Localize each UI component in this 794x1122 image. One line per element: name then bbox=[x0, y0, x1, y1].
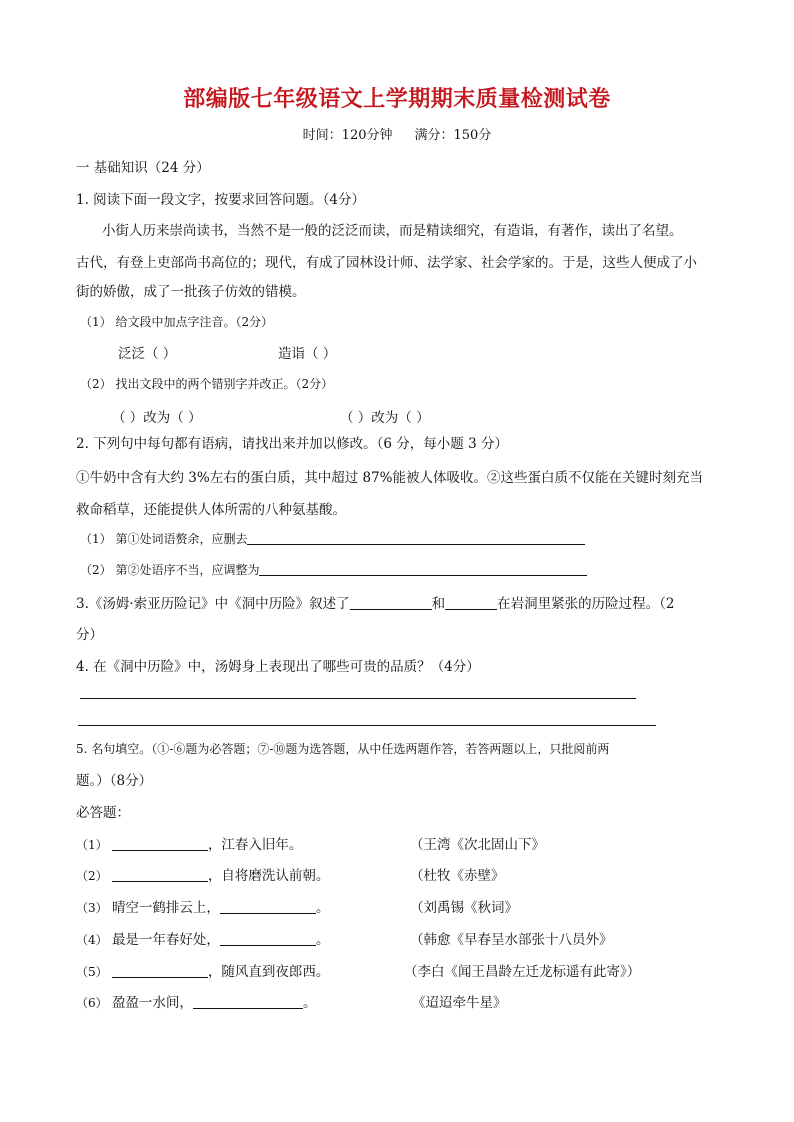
q5-item bbox=[76, 960, 329, 980]
q2-sub2 bbox=[80, 561, 587, 578]
q3-part2: 和 bbox=[431, 596, 446, 612]
q1-fix-a[interactable]: （ ）改为（ ） bbox=[112, 410, 202, 426]
q2-text-line-2: 救命稻草，还能提供人体所需的八种氨基酸。 bbox=[76, 502, 346, 518]
q5-item bbox=[76, 991, 316, 1011]
q5-item-blank[interactable] bbox=[220, 933, 316, 946]
q1-pinyin-b[interactable]: 造诣（ ） bbox=[278, 346, 337, 362]
q2-sub2-answer-line[interactable] bbox=[259, 563, 587, 576]
q5-stem-line-1: 5. 名句填空。（①-⑥题为必答题；⑦-⑩题为选答题，从中任选两题作答，若答两题以上，只批阅前两 bbox=[76, 742, 610, 756]
q5-stem-line-2: 题。）（8分） bbox=[76, 773, 153, 789]
q5-item-source: （韩愈《早春呈水部张十八员外》 bbox=[410, 932, 613, 948]
q1-paragraph-line-1: 小街人历来崇尚读书，当然不是一般的泛泛而读，而是精读细究，有造诣，有著作，读出了名望。 bbox=[102, 223, 683, 239]
q5-item-blank[interactable] bbox=[112, 869, 208, 882]
q5-item-after: 。 bbox=[302, 995, 317, 1011]
q5-item-after: 。 bbox=[315, 900, 330, 916]
q5-item-before: 晴空一鹤排云上， bbox=[111, 900, 220, 916]
q2-sub1-answer-line[interactable] bbox=[247, 532, 585, 545]
q3-line-1 bbox=[76, 592, 675, 612]
q1-paragraph-line-3: 街的娇傲，成了一批孩子仿效的错模。 bbox=[76, 284, 306, 300]
q5-item-after: 。 bbox=[315, 932, 330, 948]
q1-sub2: （2） 找出文段中的两个错别字并改正。（2分） bbox=[80, 377, 334, 391]
q1-pinyin-a[interactable]: 泛泛（ ） bbox=[118, 346, 177, 362]
q1-stem: 1. 阅读下面一段文字，按要求回答问题。（4分） bbox=[76, 192, 366, 208]
q5-item bbox=[76, 896, 329, 916]
q2-stem: 2. 下列句中每句都有语病，请找出来并加以修改。（6 分，每小题 3 分） bbox=[76, 436, 508, 452]
q5-item-num: （3） bbox=[76, 901, 108, 915]
q5-item-num: （5） bbox=[76, 965, 108, 979]
q4-answer-line-1[interactable] bbox=[80, 698, 636, 699]
q3-part3: 在岩洞里紧张的历险过程。（2 bbox=[497, 596, 675, 612]
exam-score: 满分：150分 bbox=[414, 128, 492, 143]
q5-required-label: 必答题： bbox=[76, 805, 130, 821]
exam-info bbox=[0, 124, 794, 143]
section-heading: 一 基础知识（24 分） bbox=[76, 160, 210, 176]
q5-item-before: 盈盈一水间， bbox=[111, 995, 193, 1011]
q5-item-after: ，江春入旧年。 bbox=[207, 837, 303, 853]
q4-answer-line-2[interactable] bbox=[78, 725, 656, 726]
q2-sub2-label: （2） 第②处语序不当，应调整为 bbox=[80, 563, 260, 577]
page-title: 部编版七年级语文上学期期末质量检测试卷 bbox=[183, 87, 611, 112]
q5-item-before: 最是一年春好处， bbox=[111, 932, 220, 948]
q3-blank-1[interactable] bbox=[350, 597, 432, 610]
q5-item-blank[interactable] bbox=[193, 996, 303, 1009]
q1-paragraph-line-2: 古代，有登上吏部尚书高位的；现代，有成了园林设计师、法学家、社会学家的。于是，这些人便成了小 bbox=[76, 255, 697, 271]
q3-part4: 分） bbox=[76, 627, 103, 643]
q3-blank-2[interactable] bbox=[445, 597, 497, 610]
q2-sub1-label: （1） 第①处词语赘余，应删去 bbox=[80, 532, 248, 546]
q5-item-after: ，随风直到夜郎西。 bbox=[207, 964, 330, 980]
q4-stem: 4. 在《洞中历险》中，汤姆身上表现出了哪些可贵的品质？（4分） bbox=[76, 659, 480, 675]
q5-item-num: （2） bbox=[76, 869, 108, 883]
q3-part1: 3.《汤姆·索亚历险记》中《洞中历险》叙述了 bbox=[76, 596, 350, 612]
q5-item-blank[interactable] bbox=[112, 838, 208, 851]
q5-item-source: （刘禹锡《秋词》 bbox=[410, 900, 518, 916]
q5-item bbox=[76, 928, 329, 948]
q5-item-source: 《迢迢牵牛星》 bbox=[412, 995, 507, 1011]
q5-item-after: ，自将磨洗认前朝。 bbox=[207, 868, 330, 884]
q1-fix-b[interactable]: （ ）改为（ ） bbox=[340, 410, 430, 426]
q5-item bbox=[76, 833, 302, 853]
exam-time: 时间：120分钟 bbox=[302, 128, 393, 143]
q1-sub1: （1） 给文段中加点字注音。（2分） bbox=[80, 315, 274, 329]
q5-item bbox=[76, 864, 329, 884]
q5-item-source: （李白《闻王昌龄左迁龙标遥有此寄》） bbox=[404, 964, 641, 980]
q2-sub1 bbox=[80, 530, 585, 547]
q5-item-num: （1） bbox=[76, 838, 108, 852]
q5-item-blank[interactable] bbox=[112, 965, 208, 978]
q5-item-blank[interactable] bbox=[220, 901, 316, 914]
q5-item-source: （王湾《次北固山下》 bbox=[410, 837, 545, 853]
q2-text-line-1: ①牛奶中含有大约 3%左右的蛋白质，其中超过 87%能被人体吸收。②这些蛋白质不仅能在关键时刻充当 bbox=[76, 470, 704, 486]
q5-item-source: （杜牧《赤壁》 bbox=[410, 868, 505, 884]
q5-item-num: （4） bbox=[76, 933, 108, 947]
q5-item-num: （6） bbox=[76, 996, 108, 1010]
